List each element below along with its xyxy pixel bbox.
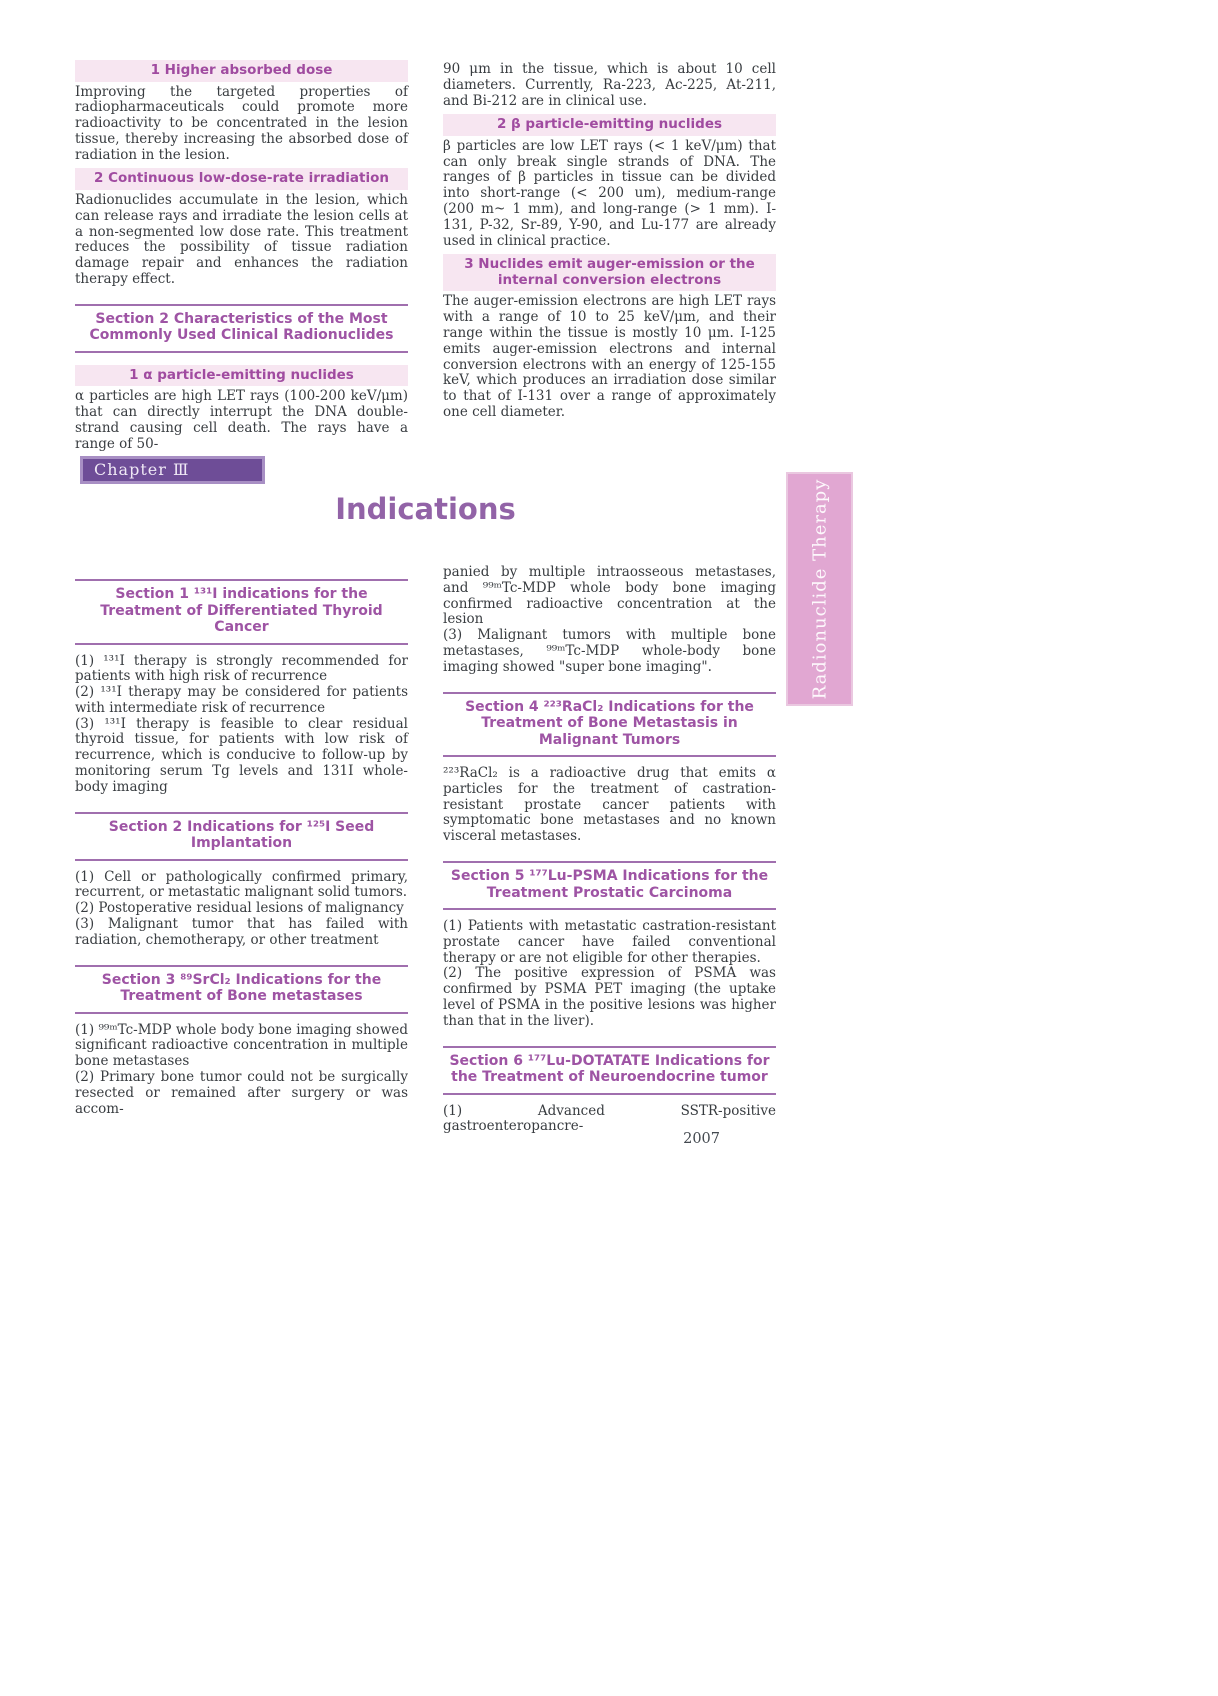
- paragraph-alpha-nuclides: α particles are high LET rays (100-200 keV/μm) that can directly interrupt the DNA double-strand causing cell death. The rays have a range of 50-: [75, 388, 408, 452]
- chapter-banner-label: Chapter Ⅲ: [94, 460, 190, 479]
- indications-section: [75, 565, 776, 1135]
- section-2-item: (2) Postoperative residual lesions of malignancy: [75, 900, 404, 917]
- side-tab-radionuclide-therapy: [786, 472, 853, 706]
- page-number: 2007: [683, 1131, 720, 1147]
- section-1-item: (2) ¹³¹I therapy may be considered for patients with intermediate risk of recurrence: [75, 684, 408, 716]
- section-3-item: (1) ⁹⁹ᵐTc-MDP whole body bone imaging showed significant radioactive concentration in multiple bone metastases: [75, 1021, 408, 1070]
- section-3-heading: Section 3 ⁸⁹SrCl₂ Indications for the Treatment of Bone metastases: [75, 965, 408, 1014]
- section-2-item: (3) Malignant tumor that has failed with radiation, chemotherapy, or other treatment: [75, 916, 408, 948]
- top-right-column: [443, 60, 776, 452]
- section-6-heading: Section 6 ¹⁷⁷Lu-DOTATATE Indications for the Treatment of Neuroendocrine tumor: [443, 1046, 776, 1095]
- section-5-item: (1) Patients with metastatic castration-resistant prostate cancer have failed conventional therapy or are not eligible for other therapies.: [443, 918, 776, 966]
- indications-right-column: [443, 565, 776, 1135]
- chapter-title: Indications: [335, 492, 516, 526]
- section-heading-characteristics: Section 2 Characteristics of the Most Commonly Used Clinical Radionuclides: [75, 304, 408, 353]
- section-1-heading: Section 1 ¹³¹I indications for the Treatment of Differentiated Thyroid Cancer: [75, 579, 408, 645]
- chapter-banner: [80, 456, 265, 484]
- paragraph-auger-nuclides: The auger-emission electrons are high LET rays with a range of 10 to 25 keV/μm, and their range within the tissue is mostly 10 μm. I-125 emits auger-emission electrons and internal conversion electrons with an energy of 125-155 keV, which produces an irradiation dose similar to that of I-131 over a range of approximately one cell diameter.: [443, 293, 776, 421]
- paragraph-continuous-low-dose-rate: Radionuclides accumulate in the lesion, which can release rays and irradiate the lesion cells at a non-segmented low dose rate. This treatment reduces the possibility of tissue radiation damage repair and enhances the radiation therapy effect.: [75, 191, 408, 287]
- side-tab-label: Radionuclide Therapy: [809, 478, 830, 700]
- section-4-heading: Section 4 ²²³RaCl₂ Indications for the Treatment of Bone Metastasis in Malignant Tumors: [443, 692, 776, 758]
- section-1-item: (1) ¹³¹I therapy is strongly recommended for patients with high risk of recurrence: [75, 652, 408, 685]
- indications-left-column: [75, 565, 408, 1135]
- section-6-item: (1) Advanced SSTR-positive gastroenteropancre-: [443, 1102, 776, 1135]
- section-1-item: (3) ¹³¹I therapy is feasible to clear residual thyroid tissue, for patients with low risk of recurrence, which is conducive to follow-up by monitoring serum Tg levels and 131I whole-body imaging: [75, 715, 408, 795]
- top-section: [75, 60, 776, 452]
- paragraph-alpha-continuation: 90 μm in the tissue, which is about 10 cell diameters. Currently, Ra-223, Ac-225, At-211, and Bi-212 are in clinical use.: [443, 61, 776, 109]
- section-4-item: ²²³RaCl₂ is a radioactive drug that emits α particles for the treatment of castration-resistant prostate cancer patients with symptomatic bone metastases and no known visceral metastases.: [443, 765, 776, 845]
- paragraph-beta-nuclides: β particles are low LET rays (< 1 keV/μm) that can only break single strands of DNA. The ranges of β particles in tissue can be divided into short-range (< 200 um), medium-range (200 m~ 1 mm), and long-range (> 1 mm). I-131, P-32, Sr-89, Y-90, and Lu-177 are already used in clinical practice.: [443, 137, 776, 249]
- subheading-beta-nuclides: 2 β particle-emitting nuclides: [443, 114, 776, 136]
- subheading-auger-nuclides: 3 Nuclides emit auger-emission or the internal conversion electrons: [443, 254, 776, 291]
- section-3-continuation: panied by multiple intraosseous metastases, and ⁹⁹ᵐTc-MDP whole body bone imaging confirmed radioactive concentration at the lesion: [443, 564, 776, 628]
- section-5-item: (2) The positive expression of PSMA was confirmed by PSMA PET imaging (the uptake level of PSMA in the positive lesions was higher than that in the liver).: [443, 965, 776, 1029]
- top-left-column: [75, 60, 408, 452]
- section-3-item: (2) Primary bone tumor could not be surgically resected or remained after surgery or was accom-: [75, 1069, 408, 1117]
- section-3-continuation: (3) Malignant tumors with multiple bone metastases, ⁹⁹ᵐTc-MDP whole-body bone imaging showed "super bone imaging".: [443, 627, 776, 675]
- section-5-heading: Section 5 ¹⁷⁷Lu-PSMA Indications for the Treatment Prostatic Carcinoma: [443, 861, 776, 910]
- subheading-higher-absorbed-dose: 1 Higher absorbed dose: [75, 60, 408, 82]
- subheading-continuous-low-dose-rate: 2 Continuous low-dose-rate irradiation: [75, 168, 408, 190]
- section-2-item: (1) Cell or pathologically confirmed primary, recurrent, or metastatic malignant solid tumors.: [75, 868, 408, 901]
- subheading-alpha-nuclides: 1 α particle-emitting nuclides: [75, 365, 408, 387]
- section-2-heading: Section 2 Indications for ¹²⁵I Seed Implantation: [75, 812, 408, 861]
- paragraph-higher-absorbed-dose: Improving the targeted properties of radiopharmaceuticals could promote more radioactivity to be concentrated in the lesion tissue, thereby increasing the absorbed dose of radiation in the lesion.: [75, 83, 408, 163]
